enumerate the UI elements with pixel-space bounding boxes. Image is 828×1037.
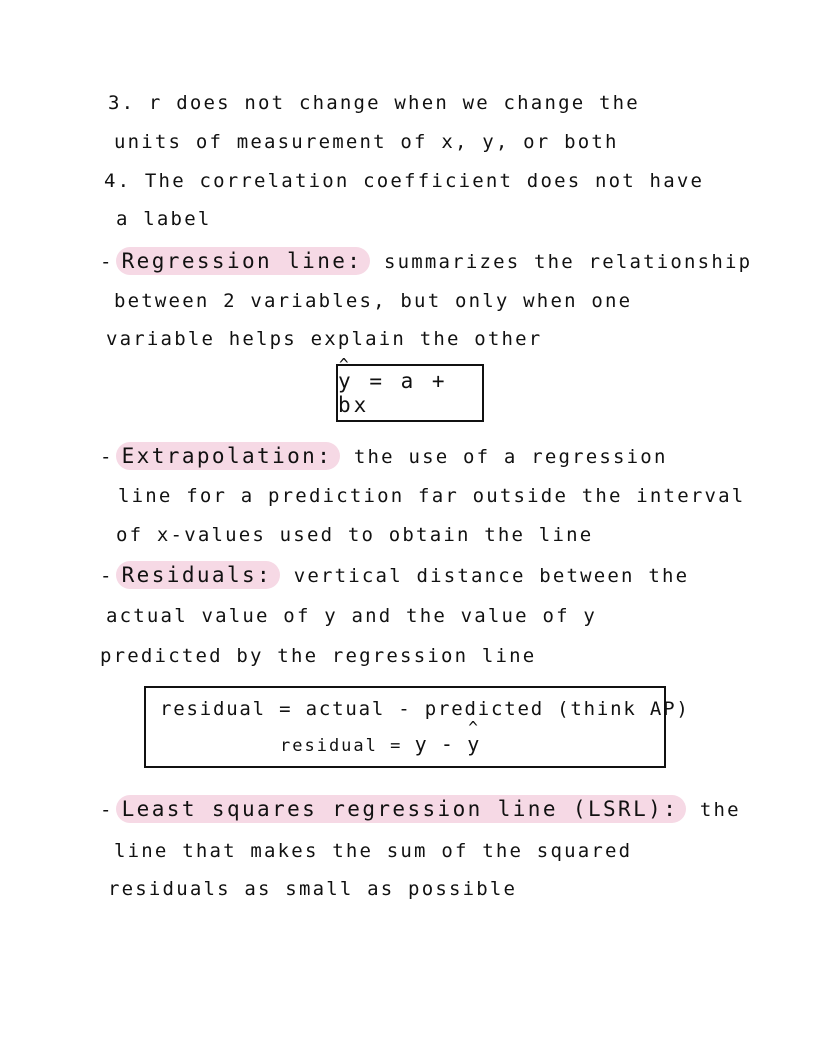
bullet-dash: - [100, 446, 114, 468]
term-residuals: Residuals: [116, 561, 280, 589]
regression-formula-box [336, 364, 484, 422]
bullet-dash: - [100, 251, 114, 273]
definition-extrapolation: the use of a regression [353, 446, 668, 468]
residual-formula-line-1: residual = actual - predicted (think AP) [160, 698, 690, 720]
note-line-4: a label [116, 208, 212, 230]
note-line-16: residuals as small as possible [108, 878, 518, 900]
residual-formula-line-2 [280, 732, 481, 756]
bullet-dash: - [100, 565, 114, 587]
residual-label: residual = [280, 736, 403, 756]
note-line-10: of x-values used to obtain the line [116, 524, 594, 546]
note-line-8 [100, 443, 668, 470]
term-extrapolation: Extrapolation: [116, 442, 341, 470]
y-hat-symbol: ^ y [338, 369, 354, 393]
regression-formula-rhs: = a + bx [338, 369, 448, 417]
note-line-13: predicted by the regression line [100, 645, 537, 667]
note-line-5 [100, 248, 752, 275]
definition-regression-line: summarizes the relationship [383, 251, 753, 273]
residual-y-hat: ^ y [467, 732, 481, 756]
residual-y: y [414, 732, 429, 756]
term-regression-line: Regression line: [116, 247, 371, 275]
note-line-2: units of measurement of x, y, or both [114, 131, 619, 153]
note-line-11 [100, 562, 689, 589]
note-line-12: actual value of y and the value of y [106, 605, 598, 627]
residual-minus: - [440, 732, 455, 756]
note-line-9: line for a prediction far outside the interval [118, 485, 746, 507]
note-line-1: 3. r does not change when we change the [108, 92, 640, 114]
bullet-dash: - [100, 799, 114, 821]
note-line-7: variable helps explain the other [106, 328, 543, 350]
note-line-6: between 2 variables, but only when one [114, 290, 633, 312]
note-line-3: 4. The correlation coefficient does not have [104, 170, 705, 192]
note-line-15: line that makes the sum of the squared [114, 840, 633, 862]
residual-formula-box [144, 686, 690, 768]
term-lsrl: Least squares regression line (LSRL): [116, 795, 687, 823]
definition-lsrl: the [699, 799, 741, 821]
definition-residuals: vertical distance between the [293, 565, 690, 587]
regression-formula [338, 369, 482, 417]
note-line-14 [100, 796, 741, 823]
